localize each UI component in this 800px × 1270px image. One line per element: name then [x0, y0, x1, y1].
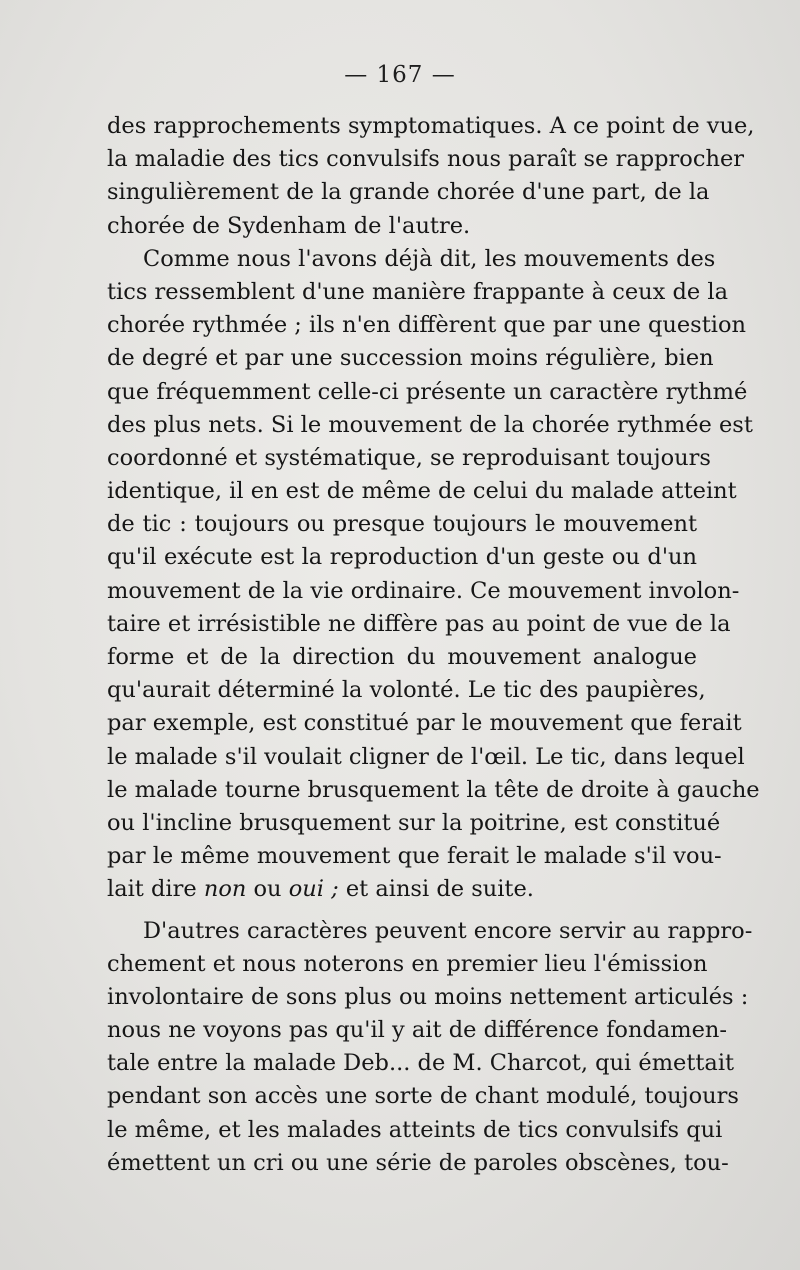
text-line: chorée rythmée ; ils n'en diffèrent que par une question — [107, 312, 746, 339]
paragraph-2 — [107, 243, 760, 907]
text-line: taire et irrésistible ne diffère pas au point de vue de la — [107, 610, 731, 637]
paragraph-3 — [107, 915, 753, 1181]
text-line: Comme nous l'avons déjà dit, les mouvements des — [143, 245, 716, 272]
text-line: identique, il en est de même de celui du malade atteint — [107, 478, 737, 505]
text-line: émettent un cri ou une série de paroles obscènes, tou- — [107, 1149, 729, 1176]
text-line: tale entre la malade Deb... de M. Charcot, qui émettait — [107, 1050, 735, 1077]
text-line: le même, et les malades atteints de tics convulsifs qui — [107, 1116, 723, 1143]
paragraph-1 — [107, 110, 755, 243]
body-text — [107, 110, 760, 1180]
page-number: — 167 — — [344, 62, 456, 88]
text-line: de tic : toujours ou presque toujours le mouvement — [107, 511, 697, 538]
text-line-with-italics — [107, 873, 697, 906]
text-fragment: et ainsi de suite. — [338, 876, 534, 903]
text-line: chement et nous noterons en premier lieu l'émission — [107, 950, 708, 977]
text-line: involontaire de sons plus ou moins nettement articulés : — [107, 983, 749, 1010]
italic-word: oui ; — [288, 876, 339, 903]
text-line: le malade s'il voulait cligner de l'œil. Le tic, dans lequel — [107, 743, 745, 770]
text-line: tics ressemblent d'une manière frappante à ceux de la — [107, 278, 728, 305]
text-line: pendant son accès une sorte de chant modulé, toujours — [107, 1083, 739, 1110]
text-line: chorée de Sydenham de l'autre. — [107, 212, 471, 239]
text-line: singulièrement de la grande chorée d'une part, de la — [107, 179, 710, 206]
text-line: coordonné et systématique, se reproduisant toujours — [107, 444, 711, 471]
text-line: nous ne voyons pas qu'il y ait de différence fondamen- — [107, 1017, 728, 1044]
text-line: D'autres caractères peuvent encore servir au rappro- — [143, 917, 753, 944]
text-line: forme et de la direction du mouvement analogue — [107, 644, 697, 670]
text-line: qu'aurait déterminé la volonté. Le tic des paupières, — [107, 677, 706, 704]
text-fragment: lait dire — [107, 876, 204, 903]
text-line: par le même mouvement que ferait le malade s'il vou- — [107, 843, 722, 870]
text-line: le malade tourne brusquement la tête de droite à gauche — [107, 776, 760, 803]
text-fragment: ou — [246, 876, 289, 903]
text-line: des plus nets. Si le mouvement de la chorée rythmée est — [107, 411, 753, 438]
text-line: de degré et par une succession moins régulière, bien — [107, 345, 714, 372]
text-line: la maladie des tics convulsifs nous paraît se rapprocher — [107, 146, 745, 173]
text-line: mouvement de la vie ordinaire. Ce mouvement involon- — [107, 577, 740, 604]
text-line: ou l'incline brusquement sur la poitrine, est constitué — [107, 809, 721, 836]
text-line: des rapprochements symptomatiques. A ce point de vue, — [107, 113, 755, 139]
italic-word: non — [203, 876, 247, 903]
text-line: par exemple, est constitué par le mouvement que ferait — [107, 710, 742, 737]
text-line: que fréquemment celle-ci présente un caractère rythmé — [107, 378, 748, 405]
text-line: qu'il exécute est la reproduction d'un geste ou d'un — [107, 544, 697, 571]
